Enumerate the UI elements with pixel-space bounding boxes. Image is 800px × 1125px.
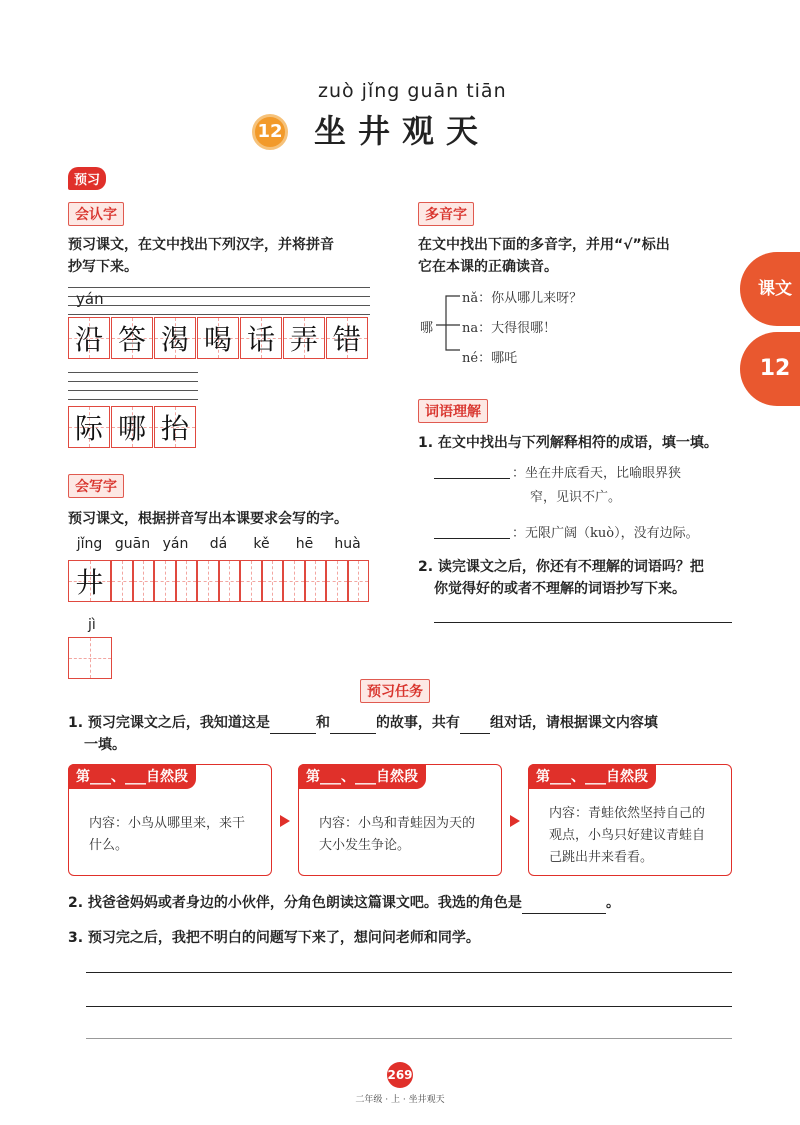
paragraph-body-3: 内容：青蛙依然坚持自己的观点，小鸟只好建议青蛙自己跳出井来看看。 [549,806,706,865]
paragraph-body-1: 内容：小鸟从哪里来，来干什么。 [89,816,246,853]
def2-answer-line[interactable] [434,538,510,539]
recognize-char-cell: 哪 [111,406,153,448]
write-char-cell[interactable] [154,560,176,602]
task-q1: 1. 预习完课文之后，我知道这是 和 的故事，共有 组对话，请根据课文内容填 一填。 [68,715,658,753]
extra-pinyin: jì [88,617,96,633]
def1-text: ：坐在井底看天，比喻眼界狭 窄，见识不广。 [512,466,682,505]
recognize-char-cell: 际 [68,406,110,448]
answer-line-1[interactable] [86,972,732,973]
write-char-cell[interactable] [283,560,305,602]
recognize-char-cell: 话 [240,317,282,359]
paragraph-body-2: 内容：小鸟和青蛙因为天的大小发生争论。 [319,816,476,853]
write-pinyin: huà [334,536,361,552]
title-pinyin: zuò jǐng guān tiān [318,80,507,102]
write-char-cell[interactable] [176,560,198,602]
paragraph-head-3[interactable]: 第___、___自然段 [528,764,656,789]
def1-answer-line[interactable] [434,478,510,479]
recognize-instruction: 预习课文，在文中找出下列汉字，并将拼音 抄写下来。 [68,237,334,275]
write-pinyin: hē [295,536,314,552]
write-pinyin: yán [162,536,189,552]
write-char-cell[interactable] [133,560,155,602]
reading-2[interactable]: na：大得很哪！ [462,321,557,336]
reading-3[interactable]: né：哪吒 [462,351,518,366]
extra-write-cell[interactable] [68,637,112,679]
write-pinyin: jǐng [76,536,103,552]
paragraph-box-3 [528,764,732,876]
write-char-cell[interactable] [111,560,133,602]
arrow-right-icon [280,815,290,827]
polyphone-char: 哪 [420,321,434,336]
write-pinyin: guān [114,536,151,552]
write-char-cell[interactable] [240,560,262,602]
write-char-cell[interactable] [219,560,241,602]
write-pinyin: kě [253,536,270,552]
recognize-char-cell: 抬 [154,406,196,448]
answer-line-3[interactable] [86,1038,732,1039]
recognize-char-cell: 答 [111,317,153,359]
paragraph-box-1 [68,764,272,876]
words-tag: 词语理解 [418,399,488,423]
words-answer-line[interactable] [434,622,732,623]
task-q2: 2. 找爸爸妈妈或者身边的小伙伴，分角色朗读这篇课文吧。我选的角色是 。 [68,892,620,914]
write-char-cell[interactable]: 井 [68,560,111,602]
polyphone-instruction: 在文中找出下面的多音字，并用“√”标出 它在本课的正确读音。 [418,237,670,275]
write-char-cell[interactable] [326,560,348,602]
write-char-cell[interactable] [197,560,219,602]
paragraph-box-2 [298,764,502,876]
side-tab-number[interactable]: 12 [740,332,800,406]
recognize-char-cell: 错 [326,317,368,359]
recognize-char-cell: 渴 [154,317,196,359]
write-char-cell[interactable] [348,560,370,602]
task-q3: 3. 预习完之后，我把不明白的问题写下来了，想问问老师和同学。 [68,930,480,946]
recognize-char-cell: 沿 [68,317,110,359]
polyphone-tag: 多音字 [418,202,474,226]
footer-caption: 二年级 · 上 · 坐井观天 [355,1095,445,1105]
write-pinyin: dá [209,536,228,552]
write-char-cell[interactable] [305,560,327,602]
lesson-number: 12 [252,114,288,150]
arrow-right-icon [510,815,520,827]
write-char-cell[interactable] [262,560,284,602]
answer-line-2[interactable] [86,1006,732,1007]
def2-text: ：无限广阔（kuò），没有边际。 [512,526,699,541]
task-tag: 预习任务 [360,679,430,703]
side-tab-label[interactable]: 课文 [740,252,800,326]
words-q2: 2. 读完课文之后，你还有不理解的词语吗？把 你觉得好的或者不理解的词语抄写下来。 [418,559,704,597]
paragraph-head-2[interactable]: 第___、___自然段 [298,764,426,789]
sample-pinyin: yán [76,290,104,308]
paragraph-head-1[interactable]: 第___、___自然段 [68,764,196,789]
write-instruction: 预习课文，根据拼音写出本课要求会写的字。 [68,511,348,527]
words-q1: 1. 在文中找出与下列解释相符的成语，填一填。 [418,435,718,451]
page-number: 269 [387,1062,413,1088]
preview-badge: 预习 [68,167,106,190]
brace-icon [436,288,462,358]
write-tag: 会写字 [68,474,124,498]
recognize-char-cell: 喝 [197,317,239,359]
recognize-tag: 会认字 [68,202,124,226]
page-title: 坐井观天 [314,112,491,150]
reading-1[interactable]: nǎ：你从哪儿来呀？ [462,291,583,306]
recognize-char-cell: 弄 [283,317,325,359]
